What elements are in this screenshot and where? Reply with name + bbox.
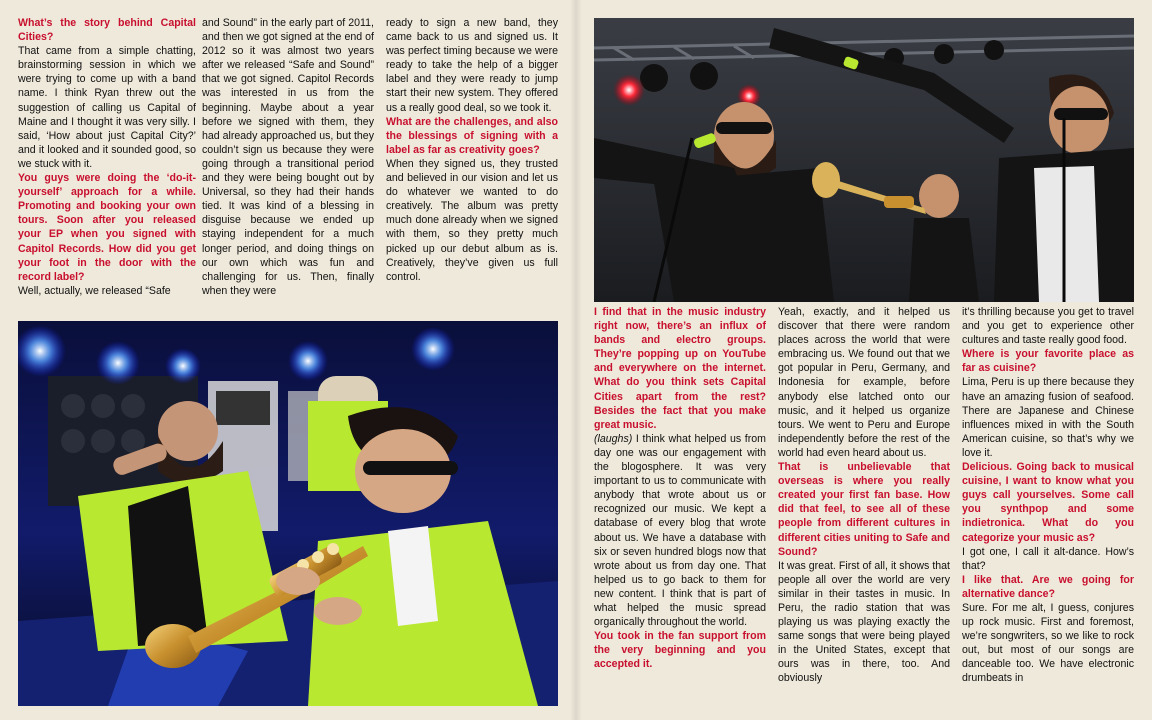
answer-text: Lima, Peru is up there because they have an amazing fusion of seafood. There are Japanese and Chinese influences mixed in with the South American cuisine, so that’s why we love it. xyxy=(962,376,1134,459)
interview-answer xyxy=(962,375,1134,460)
interview-answer xyxy=(962,601,1134,686)
page-gutter xyxy=(570,0,582,720)
interview-answer xyxy=(962,545,1134,573)
interview-answer xyxy=(386,16,558,115)
left-column-1 xyxy=(18,16,196,318)
answer-text: Yeah, exactly, and it helped us discover that there were random places across the world that were embracing us. We found out that we got popular in Peru, Germany, and Indonesia for example, before anybody else latched onto our music, and it helped us organize tours. We went to Peru and Europe independently before the rest of the world had even heard about us. xyxy=(778,306,950,459)
answer-text: it’s thrilling because you get to travel and you get to experience other cultures and taste really good food. xyxy=(962,306,1134,347)
answer-text: ready to sign a new band, they came back to us and signed us. It was perfect timing because we were ready to take the help of a bigger label and they were ready to jump start their new system. They offered us a really good deal, so we took it. xyxy=(386,17,558,114)
question-text: What’s the story behind Capital Cities? xyxy=(18,17,196,44)
right-column-3 xyxy=(962,305,1134,715)
question-text: Where is your favorite place as far as cuisine? xyxy=(962,348,1134,375)
interview-question xyxy=(386,115,558,157)
right-column-2 xyxy=(778,305,950,715)
answer-text: That came from a simple chatting, brainstorming session in which we were trying to come up with a band name. I think Ryan threw out the suggestion of calling us Capital of Maine and I thought it was very silly. I said, ‘How about just Capital City?’ and it looked and it sounded good, so we stuck with it. xyxy=(18,45,196,170)
interview-answer xyxy=(778,559,950,686)
question-text: That is unbelievable that overseas is where you really created your first fan base. How did that feel, to see all of these people from different cultures in different cities uniting to Safe and Sound? xyxy=(778,461,950,558)
answer-text: and Sound” in the early part of 2011, and then we got signed at the end of 2012 so it was almost two years after we released “Safe and Sound” that we got signed. Capitol Records was interested in us from the beginning. Maybe about a year before we signed with them, they had already approached us, but they couldn’t sign us because they were going through a transitional period and they were being bought out by Universal, so they had their hands tied. It was kind of a blessing in disguise because we ended up staying independent for a much longer period, and doing things on our own which was fun and challenging for us. Then, finally when they were xyxy=(202,17,374,297)
interview-answer xyxy=(962,305,1134,347)
question-text: I find that in the music industry right now, there’s an influx of bands and electro groups. They’re popping up on YouTube and everywhere on the internet. What do you think sets Capital Cities apart from the rest? Besides the fact that you make great music. xyxy=(594,306,766,431)
interview-answer xyxy=(202,16,374,298)
interview-question xyxy=(962,347,1134,375)
interview-answer xyxy=(386,157,558,284)
answer-text: I think what helped us from day one was our engagement with the blogosphere. It was very important to us to communicate with anybody that wrote about us or recognized our music. We kept a database of every blog that wrote about us. We have a database with six or seven hundred blogs now that wrote about us from day one. That helped us to go back to them for new content. I think that is part of what helped the music spread organically throughout the world. xyxy=(594,432,766,629)
interview-question xyxy=(594,629,766,671)
answer-text: Sure. For me alt, I guess, conjures up rock music. First and foremost, we’re songwriters, so we like to rock out, but most of our songs are danceable too. We have electronic drumbeats in xyxy=(962,601,1134,685)
interview-question xyxy=(18,171,196,284)
interview-question xyxy=(962,573,1134,601)
stage-photo-illustration xyxy=(18,321,558,706)
interview-question xyxy=(962,460,1134,545)
interview-answer xyxy=(778,305,950,460)
interview-question xyxy=(18,16,196,44)
answer-text: It was great. First of all, it shows that people all over the world are very similar in their tastes in music. In Peru, the radio station that was playing us was playing exactly the same songs that were being played in the United States, except that ours was in there, too. And obviously xyxy=(778,559,950,685)
outdoor-photo-illustration xyxy=(594,18,1134,302)
answer-lead-text: (laughs) xyxy=(594,432,633,445)
question-text: You took in the fan support from the very beginning and you accepted it. xyxy=(594,630,766,671)
interview-answer xyxy=(594,432,766,629)
answer-text: When they signed us, they trusted and believed in our vision and let us do whatever we wanted to do creatively. The album was pretty much done already when we signed with them, so they pretty much picked up our debut album as is. Creatively, they’ve given us full control. xyxy=(386,157,558,283)
band-performing-outdoor-photo xyxy=(594,18,1134,302)
left-column-3 xyxy=(386,16,558,318)
interview-question xyxy=(594,305,766,432)
right-column-1 xyxy=(594,305,766,715)
interview-answer xyxy=(18,44,196,171)
question-text: I like that. Are we going for alternative dance? xyxy=(962,573,1134,600)
left-column-2 xyxy=(202,16,374,318)
answer-text: I got one, I call it alt-dance. How’s that? xyxy=(962,545,1134,572)
question-text: What are the challenges, and also the blessings of signing with a label as far as creativity goes? xyxy=(386,115,558,156)
band-performing-stage-photo xyxy=(18,321,558,706)
interview-answer xyxy=(18,284,196,298)
answer-text: Well, actually, we released “Safe xyxy=(18,284,171,297)
question-text: Delicious. Going back to musical cuisine, I want to know what you guys call yourselves. Some call you synthpop and some indietronica. What do you categorize your music as? xyxy=(962,461,1134,544)
question-text: You guys were doing the ‘do-it-yourself’ approach for a while. Promoting and booking your own tours. Soon after you released your EP when you signed with Capitol Records. How did you get your foot in the door with the record label? xyxy=(18,172,196,283)
interview-question xyxy=(778,460,950,559)
